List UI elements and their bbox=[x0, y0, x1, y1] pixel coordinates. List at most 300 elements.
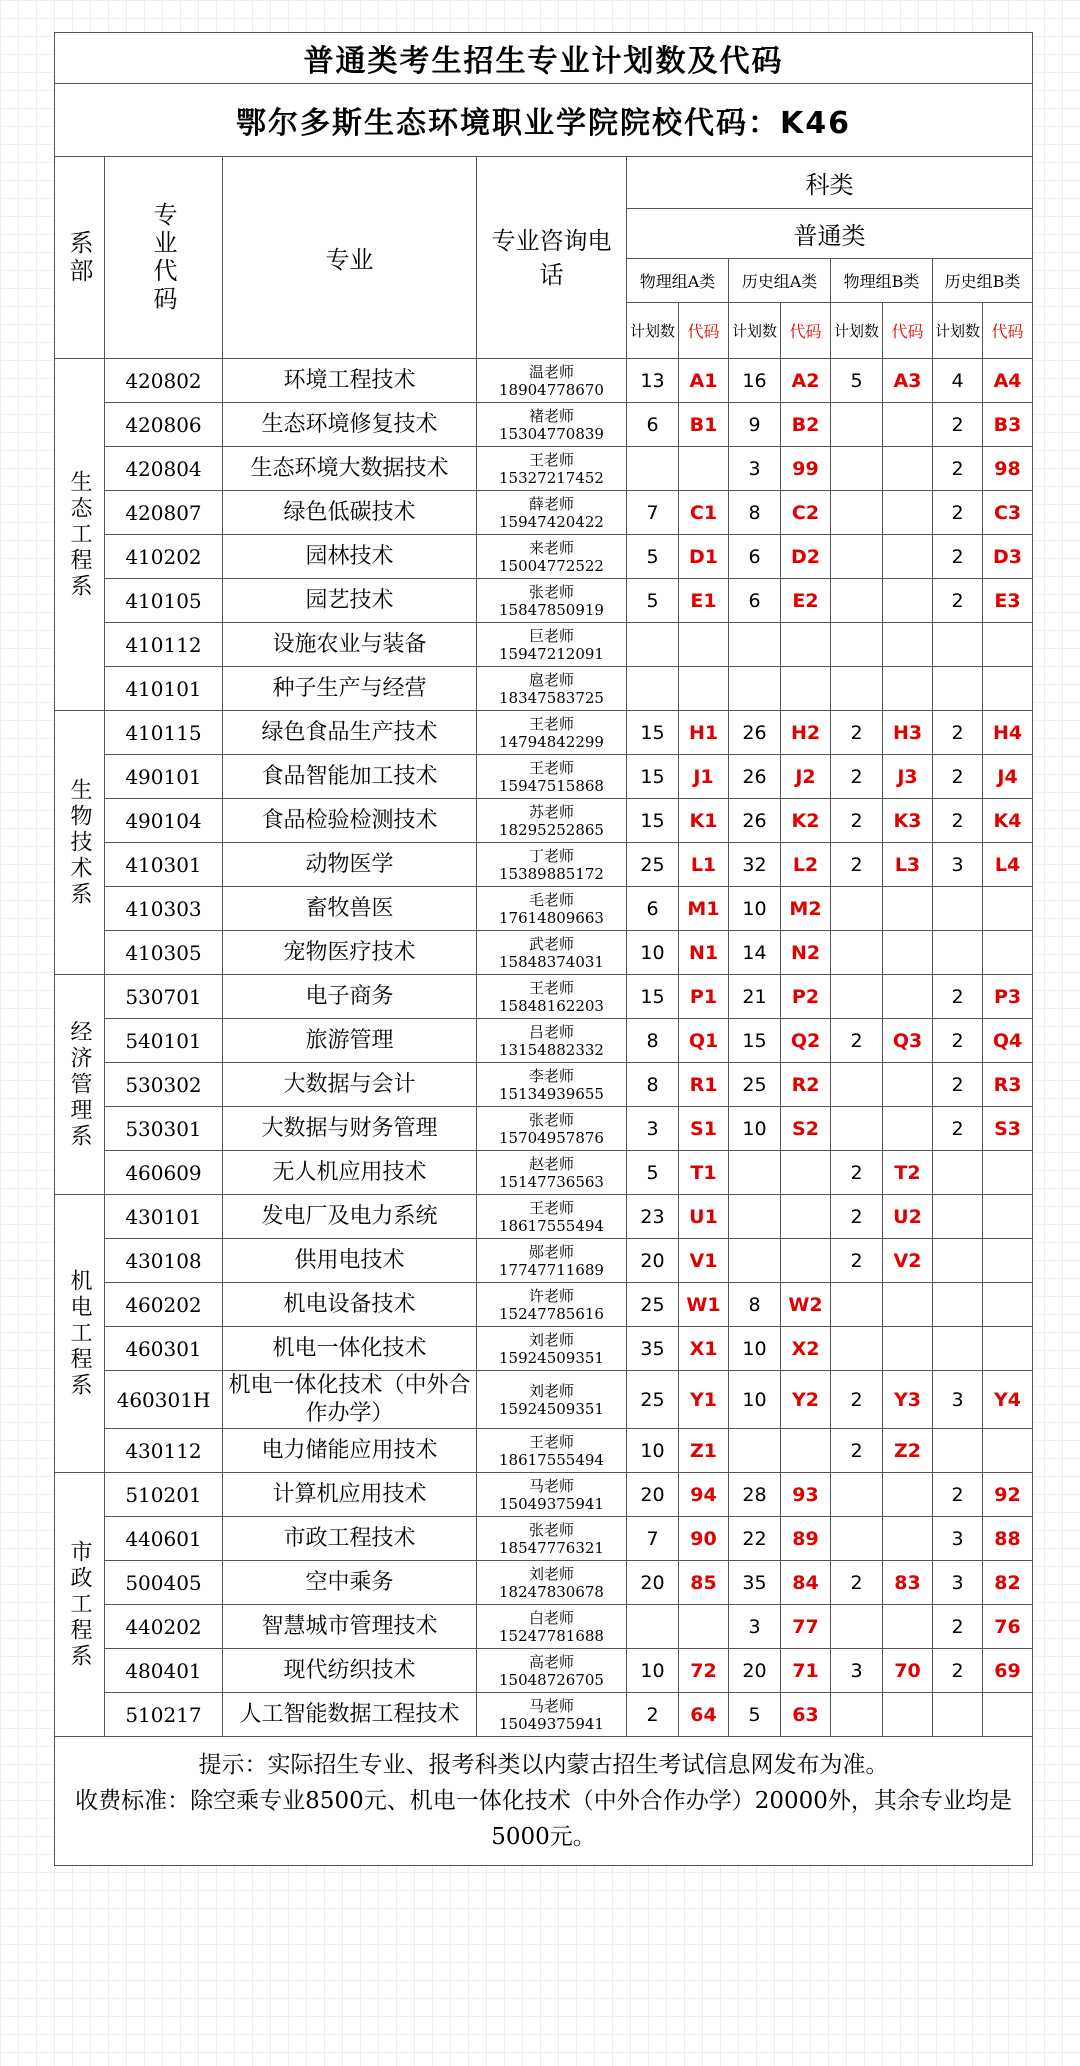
enroll-code-cell bbox=[883, 1693, 933, 1737]
plan-count-cell: 8 bbox=[627, 1019, 679, 1063]
major-code-cell: 430108 bbox=[105, 1239, 223, 1283]
enroll-code-cell: Q2 bbox=[781, 1019, 831, 1063]
contact-teacher: 马老师 bbox=[528, 1696, 574, 1715]
enroll-code-cell: M2 bbox=[781, 887, 831, 931]
contact-phone: 18904778670 bbox=[499, 380, 604, 399]
contact-phone: 15924509351 bbox=[499, 1399, 604, 1418]
contact-phone: 15704957876 bbox=[499, 1128, 604, 1147]
table-row bbox=[55, 887, 1033, 931]
enroll-code-cell bbox=[883, 1605, 933, 1649]
contact-cell bbox=[477, 579, 627, 623]
major-code-cell: 410115 bbox=[105, 711, 223, 755]
contact-phone: 15247785616 bbox=[499, 1304, 604, 1323]
contact-teacher: 毛老师 bbox=[528, 890, 574, 909]
plan-count-cell: 26 bbox=[729, 755, 781, 799]
contact-cell bbox=[477, 623, 627, 667]
enroll-code-cell: U1 bbox=[679, 1195, 729, 1239]
major-name-cell: 绿色食品生产技术 bbox=[223, 711, 477, 755]
contact-phone: 15924509351 bbox=[499, 1348, 604, 1367]
enroll-code-cell bbox=[883, 403, 933, 447]
plan-count-cell bbox=[831, 1063, 883, 1107]
table-row bbox=[55, 1063, 1033, 1107]
plan-count-cell: 2 bbox=[933, 579, 983, 623]
table-row bbox=[55, 1605, 1033, 1649]
plan-count-cell: 15 bbox=[627, 799, 679, 843]
table-row bbox=[55, 535, 1033, 579]
enroll-code-cell: K4 bbox=[983, 799, 1033, 843]
major-name-cell: 电力储能应用技术 bbox=[223, 1429, 477, 1473]
plan-count-cell bbox=[831, 1107, 883, 1151]
major-name-cell: 食品检验检测技术 bbox=[223, 799, 477, 843]
enroll-code-cell: L2 bbox=[781, 843, 831, 887]
enroll-code-cell: Y4 bbox=[983, 1371, 1033, 1429]
contact-teacher: 王老师 bbox=[528, 1432, 574, 1451]
contact-teacher: 吕老师 bbox=[528, 1022, 574, 1041]
header-code: 代码 bbox=[679, 303, 729, 359]
major-name-cell: 计算机应用技术 bbox=[223, 1473, 477, 1517]
major-name-cell: 旅游管理 bbox=[223, 1019, 477, 1063]
enroll-code-cell: H3 bbox=[883, 711, 933, 755]
major-name-cell: 现代纺织技术 bbox=[223, 1649, 477, 1693]
enroll-code-cell: P1 bbox=[679, 975, 729, 1019]
enroll-code-cell bbox=[883, 887, 933, 931]
header-group: 历史组B类 bbox=[933, 259, 1033, 303]
enroll-code-cell: R3 bbox=[983, 1063, 1033, 1107]
plan-count-cell: 2 bbox=[831, 1429, 883, 1473]
enroll-code-cell bbox=[781, 1429, 831, 1473]
plan-count-cell: 10 bbox=[729, 1107, 781, 1151]
plan-count-cell: 2 bbox=[933, 755, 983, 799]
enroll-code-cell: 88 bbox=[983, 1517, 1033, 1561]
table-row bbox=[55, 711, 1033, 755]
plan-count-cell: 2 bbox=[627, 1693, 679, 1737]
contact-teacher: 温老师 bbox=[528, 362, 574, 381]
major-code-cell: 420806 bbox=[105, 403, 223, 447]
department-name: 经济管理系 bbox=[67, 1019, 92, 1150]
enroll-code-cell: 84 bbox=[781, 1561, 831, 1605]
plan-count-cell: 15 bbox=[627, 711, 679, 755]
contact-phone: 17747711689 bbox=[499, 1260, 604, 1279]
plan-count-cell: 25 bbox=[627, 1371, 679, 1429]
plan-count-cell: 21 bbox=[729, 975, 781, 1019]
enroll-code-cell: K2 bbox=[781, 799, 831, 843]
contact-cell bbox=[477, 1429, 627, 1473]
major-name-cell: 园艺技术 bbox=[223, 579, 477, 623]
plan-count-cell bbox=[729, 623, 781, 667]
contact-phone: 18617555494 bbox=[499, 1216, 604, 1235]
plan-count-cell: 6 bbox=[627, 887, 679, 931]
table-row bbox=[55, 403, 1033, 447]
enroll-code-cell: 63 bbox=[781, 1693, 831, 1737]
table-row bbox=[55, 1693, 1033, 1737]
enroll-code-cell: A3 bbox=[883, 359, 933, 403]
major-name-cell: 发电厂及电力系统 bbox=[223, 1195, 477, 1239]
enroll-code-cell: T2 bbox=[883, 1151, 933, 1195]
contact-cell bbox=[477, 1371, 627, 1429]
plan-count-cell bbox=[831, 931, 883, 975]
plan-count-cell: 2 bbox=[933, 1019, 983, 1063]
contact-teacher: 郧老师 bbox=[528, 1242, 574, 1261]
enroll-code-cell: H4 bbox=[983, 711, 1033, 755]
plan-count-cell: 7 bbox=[627, 1517, 679, 1561]
contact-phone: 17614809663 bbox=[499, 908, 604, 927]
contact-cell bbox=[477, 1517, 627, 1561]
plan-count-cell: 3 bbox=[933, 1371, 983, 1429]
plan-count-cell bbox=[729, 1151, 781, 1195]
contact-cell bbox=[477, 1473, 627, 1517]
enroll-code-cell: V2 bbox=[883, 1239, 933, 1283]
header-category: 科类 bbox=[627, 157, 1033, 209]
enroll-code-cell: 83 bbox=[883, 1561, 933, 1605]
major-code-cell: 490104 bbox=[105, 799, 223, 843]
plan-count-cell: 25 bbox=[627, 843, 679, 887]
plan-count-cell: 5 bbox=[627, 1151, 679, 1195]
plan-count-cell: 2 bbox=[831, 1195, 883, 1239]
plan-count-cell: 8 bbox=[729, 1283, 781, 1327]
enroll-code-cell: Y3 bbox=[883, 1371, 933, 1429]
contact-teacher: 许老师 bbox=[528, 1286, 574, 1305]
plan-count-cell bbox=[933, 931, 983, 975]
contact-teacher: 王老师 bbox=[528, 714, 574, 733]
table-row bbox=[55, 359, 1033, 403]
major-code-cell: 490101 bbox=[105, 755, 223, 799]
enroll-code-cell: Q1 bbox=[679, 1019, 729, 1063]
contact-phone: 18347583725 bbox=[499, 688, 604, 707]
enroll-code-cell: W1 bbox=[679, 1283, 729, 1327]
enroll-code-cell: D3 bbox=[983, 535, 1033, 579]
plan-count-cell: 2 bbox=[933, 711, 983, 755]
plan-count-cell: 20 bbox=[627, 1473, 679, 1517]
enroll-code-cell bbox=[983, 1239, 1033, 1283]
plan-count-cell: 10 bbox=[627, 1429, 679, 1473]
contact-cell bbox=[477, 1063, 627, 1107]
contact-cell bbox=[477, 1195, 627, 1239]
plan-count-cell bbox=[933, 623, 983, 667]
header-group: 历史组A类 bbox=[729, 259, 831, 303]
contact-cell bbox=[477, 491, 627, 535]
plan-count-cell bbox=[831, 403, 883, 447]
plan-count-cell bbox=[627, 447, 679, 491]
plan-count-cell bbox=[933, 1239, 983, 1283]
plan-count-cell: 35 bbox=[729, 1561, 781, 1605]
table-row bbox=[55, 1195, 1033, 1239]
enroll-code-cell bbox=[883, 1327, 933, 1371]
enroll-code-cell: A1 bbox=[679, 359, 729, 403]
enroll-code-cell bbox=[883, 1063, 933, 1107]
major-name-cell: 宠物医疗技术 bbox=[223, 931, 477, 975]
table-row bbox=[55, 579, 1033, 623]
department-name: 生物技术系 bbox=[67, 777, 92, 908]
enroll-code-cell bbox=[781, 667, 831, 711]
enroll-code-cell: 76 bbox=[983, 1605, 1033, 1649]
table-row bbox=[55, 623, 1033, 667]
contact-teacher: 张老师 bbox=[528, 582, 574, 601]
enroll-code-cell bbox=[679, 1605, 729, 1649]
enroll-code-cell: C1 bbox=[679, 491, 729, 535]
enroll-code-cell bbox=[883, 1473, 933, 1517]
contact-cell bbox=[477, 975, 627, 1019]
plan-count-cell bbox=[831, 1693, 883, 1737]
enroll-code-cell: H2 bbox=[781, 711, 831, 755]
contact-cell bbox=[477, 1151, 627, 1195]
header-code: 代码 bbox=[983, 303, 1033, 359]
major-name-cell: 机电一体化技术 bbox=[223, 1327, 477, 1371]
enroll-code-cell: B1 bbox=[679, 403, 729, 447]
department-cell bbox=[55, 1473, 105, 1737]
plan-count-cell: 23 bbox=[627, 1195, 679, 1239]
enroll-code-cell bbox=[983, 1195, 1033, 1239]
contact-teacher: 来老师 bbox=[528, 538, 574, 557]
enroll-code-cell: Y1 bbox=[679, 1371, 729, 1429]
plan-count-cell bbox=[627, 667, 679, 711]
enroll-code-cell: D1 bbox=[679, 535, 729, 579]
table-row bbox=[55, 1019, 1033, 1063]
department-cell bbox=[55, 359, 105, 711]
enroll-code-cell: M1 bbox=[679, 887, 729, 931]
enroll-code-cell bbox=[781, 1195, 831, 1239]
header-group: 物理组A类 bbox=[627, 259, 729, 303]
plan-count-cell: 2 bbox=[831, 1151, 883, 1195]
contact-phone: 15947212091 bbox=[499, 644, 604, 663]
enroll-code-cell: 71 bbox=[781, 1649, 831, 1693]
contact-teacher: 李老师 bbox=[528, 1066, 574, 1085]
plan-count-cell: 5 bbox=[831, 359, 883, 403]
enroll-code-cell: W2 bbox=[781, 1283, 831, 1327]
contact-teacher: 马老师 bbox=[528, 1476, 574, 1495]
contact-phone: 14794842299 bbox=[499, 732, 604, 751]
major-code-cell: 410303 bbox=[105, 887, 223, 931]
table-row bbox=[55, 1473, 1033, 1517]
enroll-code-cell bbox=[983, 931, 1033, 975]
contact-cell bbox=[477, 1561, 627, 1605]
enroll-code-cell: P2 bbox=[781, 975, 831, 1019]
plan-count-cell: 10 bbox=[729, 1327, 781, 1371]
enroll-code-cell: B2 bbox=[781, 403, 831, 447]
contact-cell bbox=[477, 1693, 627, 1737]
contact-phone: 15327217452 bbox=[499, 468, 604, 487]
major-name-cell: 无人机应用技术 bbox=[223, 1151, 477, 1195]
enroll-code-cell bbox=[883, 491, 933, 535]
enroll-code-cell: V1 bbox=[679, 1239, 729, 1283]
plan-count-cell: 20 bbox=[627, 1239, 679, 1283]
plan-count-cell bbox=[933, 1327, 983, 1371]
enroll-code-cell: 70 bbox=[883, 1649, 933, 1693]
enroll-code-cell bbox=[883, 623, 933, 667]
enroll-code-cell: L1 bbox=[679, 843, 729, 887]
contact-phone: 15304770839 bbox=[499, 424, 604, 443]
plan-count-cell bbox=[933, 887, 983, 931]
major-code-cell: 410301 bbox=[105, 843, 223, 887]
plan-count-cell bbox=[729, 1429, 781, 1473]
enroll-code-cell: H1 bbox=[679, 711, 729, 755]
major-code-cell: 480401 bbox=[105, 1649, 223, 1693]
enroll-code-cell: E1 bbox=[679, 579, 729, 623]
table-row bbox=[55, 1371, 1033, 1429]
contact-cell bbox=[477, 843, 627, 887]
plan-count-cell bbox=[831, 1283, 883, 1327]
contact-cell bbox=[477, 1107, 627, 1151]
plan-count-cell: 2 bbox=[831, 1239, 883, 1283]
enroll-code-cell bbox=[983, 1429, 1033, 1473]
major-name-cell: 人工智能数据工程技术 bbox=[223, 1693, 477, 1737]
plan-count-cell: 3 bbox=[933, 1517, 983, 1561]
contact-cell bbox=[477, 667, 627, 711]
plan-count-cell: 28 bbox=[729, 1473, 781, 1517]
plan-count-cell bbox=[729, 1195, 781, 1239]
enroll-code-cell bbox=[679, 667, 729, 711]
major-code-cell: 460609 bbox=[105, 1151, 223, 1195]
table-row bbox=[55, 843, 1033, 887]
plan-count-cell: 9 bbox=[729, 403, 781, 447]
major-name-cell: 供用电技术 bbox=[223, 1239, 477, 1283]
contact-cell bbox=[477, 447, 627, 491]
enroll-code-cell: S2 bbox=[781, 1107, 831, 1151]
plan-count-cell: 5 bbox=[627, 535, 679, 579]
contact-cell bbox=[477, 887, 627, 931]
enroll-code-cell bbox=[883, 579, 933, 623]
major-code-cell: 420804 bbox=[105, 447, 223, 491]
table-row bbox=[55, 1327, 1033, 1371]
plan-count-cell: 3 bbox=[729, 1605, 781, 1649]
plan-count-cell: 2 bbox=[933, 403, 983, 447]
enroll-code-cell: R2 bbox=[781, 1063, 831, 1107]
department-cell bbox=[55, 1195, 105, 1473]
enroll-code-cell: 99 bbox=[781, 447, 831, 491]
plan-count-cell: 2 bbox=[831, 711, 883, 755]
plan-count-cell bbox=[831, 1473, 883, 1517]
contact-phone: 15147736563 bbox=[499, 1172, 604, 1191]
major-code-cell: 410112 bbox=[105, 623, 223, 667]
major-code-cell: 440202 bbox=[105, 1605, 223, 1649]
enroll-code-cell bbox=[883, 667, 933, 711]
plan-count-cell: 3 bbox=[831, 1649, 883, 1693]
plan-count-cell: 7 bbox=[627, 491, 679, 535]
enroll-code-cell: K3 bbox=[883, 799, 933, 843]
table-row bbox=[55, 1283, 1033, 1327]
major-code-cell: 460301H bbox=[105, 1371, 223, 1429]
enroll-code-cell bbox=[883, 1283, 933, 1327]
plan-count-cell: 20 bbox=[729, 1649, 781, 1693]
major-name-cell: 绿色低碳技术 bbox=[223, 491, 477, 535]
contact-phone: 18295252865 bbox=[499, 820, 604, 839]
contact-teacher: 刘老师 bbox=[528, 1564, 574, 1583]
enroll-code-cell: K1 bbox=[679, 799, 729, 843]
header-plan-count: 计划数 bbox=[831, 303, 883, 359]
header-department: 系部 bbox=[55, 157, 105, 359]
plan-count-cell bbox=[831, 579, 883, 623]
enroll-code-cell bbox=[781, 623, 831, 667]
contact-phone: 18617555494 bbox=[499, 1450, 604, 1469]
plan-count-cell: 2 bbox=[831, 755, 883, 799]
contact-teacher: 巨老师 bbox=[528, 626, 574, 645]
contact-phone: 15847850919 bbox=[499, 600, 604, 619]
plan-count-cell bbox=[933, 1195, 983, 1239]
department-cell bbox=[55, 711, 105, 975]
plan-count-cell: 26 bbox=[729, 711, 781, 755]
plan-count-cell: 2 bbox=[933, 1063, 983, 1107]
plan-count-cell: 25 bbox=[627, 1283, 679, 1327]
enroll-code-cell bbox=[983, 667, 1033, 711]
major-code-cell: 530701 bbox=[105, 975, 223, 1019]
contact-phone: 15049375941 bbox=[499, 1714, 604, 1733]
plan-count-cell bbox=[831, 447, 883, 491]
contact-phone: 18247830678 bbox=[499, 1582, 604, 1601]
enrollment-plan-table bbox=[54, 32, 1033, 1866]
contact-phone: 15947420422 bbox=[499, 512, 604, 531]
major-name-cell: 机电一体化技术（中外合作办学） bbox=[223, 1371, 477, 1429]
major-name-cell: 园林技术 bbox=[223, 535, 477, 579]
table-row bbox=[55, 975, 1033, 1019]
contact-teacher: 刘老师 bbox=[528, 1381, 574, 1400]
enroll-code-cell: 85 bbox=[679, 1561, 729, 1605]
major-code-cell: 430112 bbox=[105, 1429, 223, 1473]
table-row bbox=[55, 755, 1033, 799]
plan-count-cell: 8 bbox=[627, 1063, 679, 1107]
contact-phone: 15848162203 bbox=[499, 996, 604, 1015]
table-row bbox=[55, 667, 1033, 711]
enroll-code-cell bbox=[983, 1151, 1033, 1195]
contact-cell bbox=[477, 1019, 627, 1063]
header-group: 物理组B类 bbox=[831, 259, 933, 303]
enroll-code-cell: 90 bbox=[679, 1517, 729, 1561]
plan-count-cell bbox=[831, 667, 883, 711]
plan-count-cell: 15 bbox=[627, 975, 679, 1019]
major-code-cell: 410101 bbox=[105, 667, 223, 711]
plan-count-cell bbox=[729, 667, 781, 711]
plan-count-cell: 2 bbox=[831, 799, 883, 843]
enroll-code-cell bbox=[883, 1107, 933, 1151]
contact-teacher: 王老师 bbox=[528, 978, 574, 997]
plan-count-cell: 6 bbox=[729, 535, 781, 579]
department-cell bbox=[55, 975, 105, 1195]
plan-count-cell bbox=[729, 1239, 781, 1283]
plan-count-cell bbox=[933, 1283, 983, 1327]
contact-cell bbox=[477, 1283, 627, 1327]
plan-count-cell bbox=[831, 975, 883, 1019]
plan-count-cell: 8 bbox=[729, 491, 781, 535]
contact-cell bbox=[477, 1605, 627, 1649]
major-name-cell: 动物医学 bbox=[223, 843, 477, 887]
enroll-code-cell: D2 bbox=[781, 535, 831, 579]
contact-phone: 15389885172 bbox=[499, 864, 604, 883]
contact-cell bbox=[477, 403, 627, 447]
enroll-code-cell: S3 bbox=[983, 1107, 1033, 1151]
major-code-cell: 410305 bbox=[105, 931, 223, 975]
major-name-cell: 环境工程技术 bbox=[223, 359, 477, 403]
plan-count-cell: 6 bbox=[729, 579, 781, 623]
contact-cell bbox=[477, 799, 627, 843]
plan-count-cell: 10 bbox=[729, 887, 781, 931]
plan-count-cell: 2 bbox=[933, 1605, 983, 1649]
major-name-cell: 电子商务 bbox=[223, 975, 477, 1019]
plan-count-cell bbox=[933, 667, 983, 711]
contact-phone: 15247781688 bbox=[499, 1626, 604, 1645]
page-title: 普通类考生招生专业计划数及代码 bbox=[55, 33, 1033, 84]
enroll-code-cell: R1 bbox=[679, 1063, 729, 1107]
plan-count-cell: 2 bbox=[831, 1561, 883, 1605]
plan-count-cell: 2 bbox=[933, 535, 983, 579]
table-row bbox=[55, 1107, 1033, 1151]
plan-count-cell: 15 bbox=[729, 1019, 781, 1063]
footer-tip: 提示：实际招生专业、报考科类以内蒙古招生考试信息网发布为准。 bbox=[198, 1752, 889, 1778]
enroll-code-cell bbox=[983, 1693, 1033, 1737]
plan-count-cell: 15 bbox=[627, 755, 679, 799]
contact-teacher: 高老师 bbox=[528, 1652, 574, 1671]
major-name-cell: 空中乘务 bbox=[223, 1561, 477, 1605]
plan-count-cell: 3 bbox=[729, 447, 781, 491]
enroll-code-cell: 92 bbox=[983, 1473, 1033, 1517]
plan-count-cell: 2 bbox=[933, 491, 983, 535]
